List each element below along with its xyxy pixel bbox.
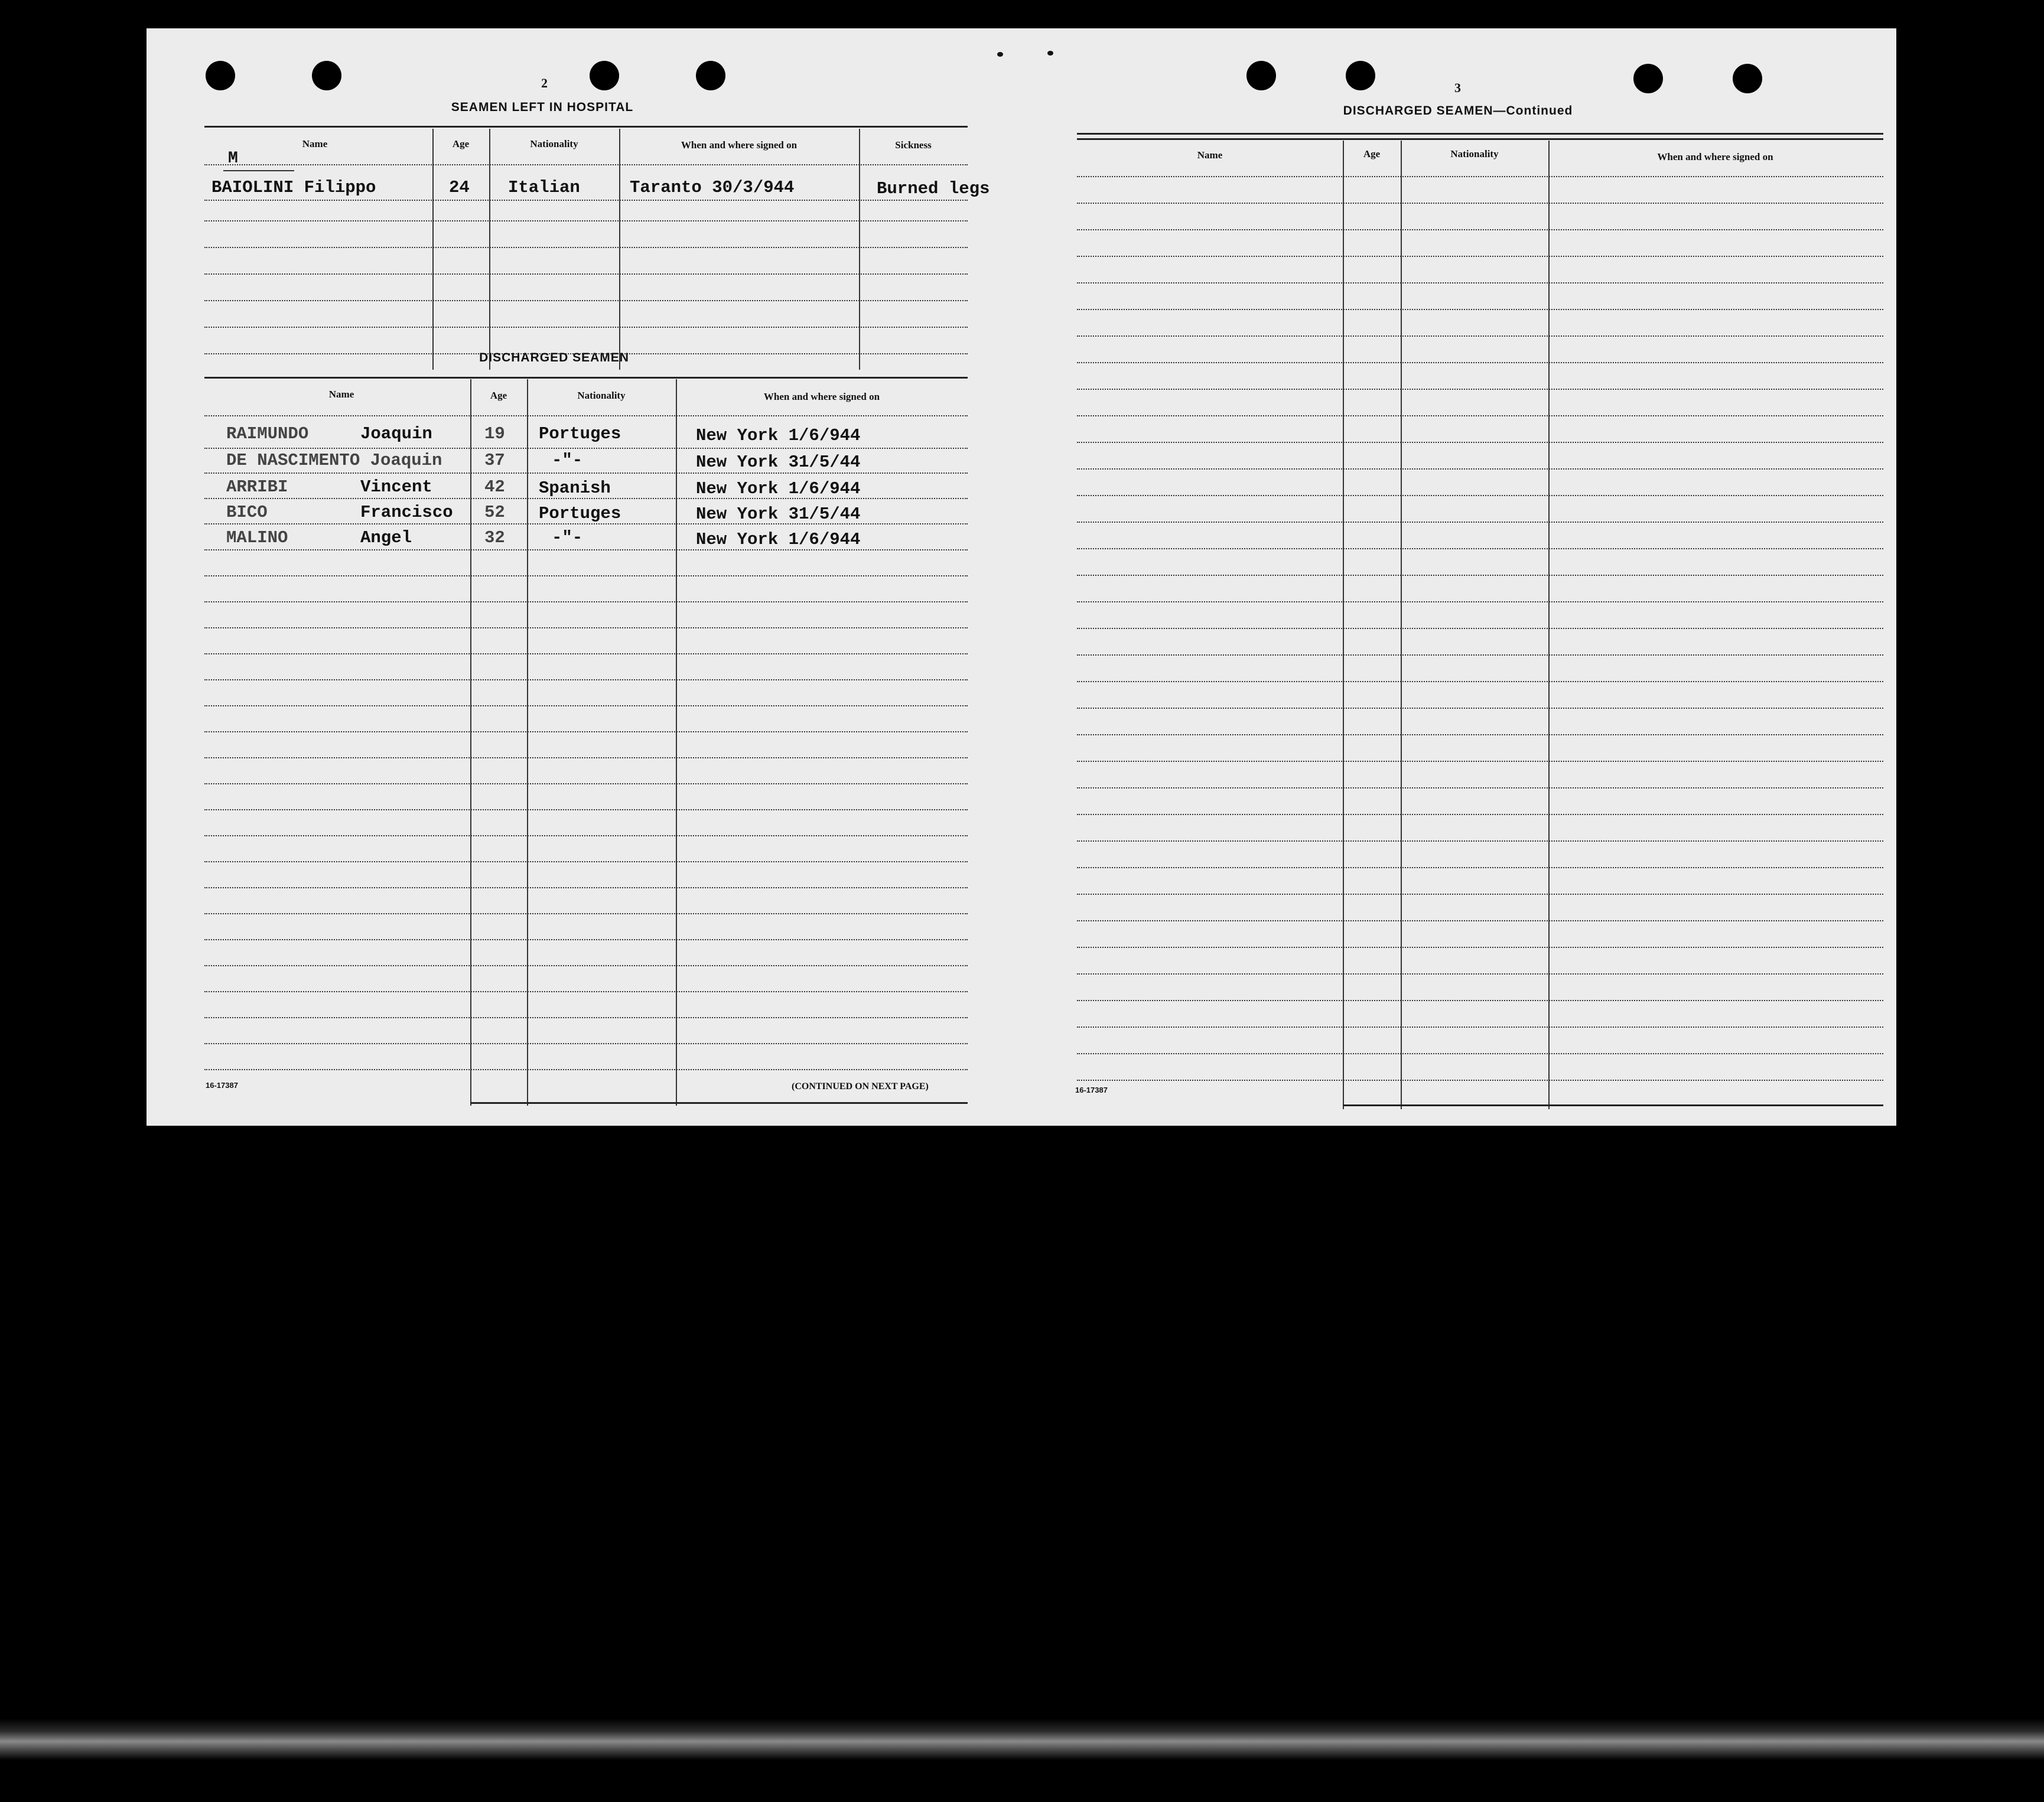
punch-hole [206, 61, 235, 90]
hospital-header-sickness: Sickness [895, 139, 932, 151]
discharged-row-nationality: -"- [552, 528, 583, 548]
hospital-row-name: BAIOLINI Filippo [211, 178, 376, 197]
discharged-row-last-name: RAIMUNDO [226, 424, 309, 444]
discharged-row-age: 19 [484, 424, 505, 444]
discharged-row-first-name: Joaquin [360, 424, 432, 444]
discharged-row-age: 37 [484, 451, 505, 470]
left-form-number: 16-17387 [206, 1081, 238, 1090]
discharged-row-signed-on: New York 1/6/944 [696, 426, 861, 445]
document-sheet [147, 28, 1896, 1126]
hospital-header-signed-on: When and where signed on [681, 139, 798, 151]
discharged-row-first-name: Francisco [360, 503, 453, 522]
discharged-row-last-name: ARRIBI [226, 477, 288, 497]
speck [1047, 51, 1053, 56]
hospital-row-age: 24 [449, 178, 470, 197]
hospital-mark: M [228, 149, 238, 168]
discharged-row-nationality: Portuges [539, 424, 621, 444]
discharged-row-signed-on: New York 1/6/944 [696, 530, 861, 549]
punch-hole [312, 61, 341, 90]
discharged-header-age: Age [490, 390, 507, 401]
discharged-row-signed-on: New York 31/5/44 [696, 452, 861, 472]
punch-hole [1246, 61, 1276, 90]
discharged-row-last-name: DE NASCIMENTO Joaquin [226, 451, 442, 470]
continued-note: (CONTINUED ON NEXT PAGE) [792, 1081, 929, 1091]
punch-hole [696, 61, 725, 90]
speck [997, 52, 1003, 57]
right-page-number: 3 [1454, 80, 1461, 95]
hospital-row-signed-on: Taranto 30/3/944 [630, 178, 795, 197]
right-header-age: Age [1363, 148, 1381, 159]
hospital-section-title: SEAMEN LEFT IN HOSPITAL [451, 100, 634, 114]
discharged-row-nationality: Portuges [539, 504, 621, 523]
discharged-row-last-name: MALINO [226, 528, 288, 548]
discharged-row-age: 52 [484, 503, 505, 522]
discharged-row-age: 32 [484, 528, 505, 548]
right-header-signed-on: When and where signed on [1657, 151, 1773, 162]
discharged-header-name: Name [328, 389, 354, 400]
discharged-header-nationality: Nationality [577, 390, 626, 401]
film-edge-strip [0, 1719, 2044, 1760]
right-section-title: DISCHARGED SEAMEN—Continued [1343, 104, 1573, 118]
left-page-number: 2 [541, 76, 548, 90]
right-header-nationality: Nationality [1450, 148, 1499, 159]
discharged-row-signed-on: New York 31/5/44 [696, 504, 861, 524]
discharged-row-last-name: BICO [226, 503, 268, 522]
discharged-section-title: DISCHARGED SEAMEN [479, 351, 629, 364]
hospital-header-age: Age [452, 138, 470, 149]
hospital-row-sickness: Burned legs [877, 179, 990, 198]
discharged-row-first-name: Vincent [360, 477, 432, 497]
discharged-row-age: 42 [484, 477, 505, 497]
punch-hole [1346, 61, 1375, 90]
punch-hole [1733, 64, 1762, 93]
punch-hole [590, 61, 619, 90]
hospital-header-name: Name [302, 138, 328, 149]
discharged-row-nationality: -"- [552, 451, 583, 470]
discharged-row-signed-on: New York 1/6/944 [696, 479, 861, 498]
discharged-header-signed-on: When and where signed on [763, 391, 880, 402]
hospital-row-nationality: Italian [508, 178, 580, 197]
right-form-number: 16-17387 [1075, 1086, 1108, 1094]
hospital-header-nationality: Nationality [530, 138, 578, 149]
discharged-row-first-name: Angel [360, 528, 412, 548]
discharged-row-nationality: Spanish [539, 478, 611, 498]
right-header-name: Name [1197, 149, 1223, 161]
punch-hole [1633, 64, 1663, 93]
